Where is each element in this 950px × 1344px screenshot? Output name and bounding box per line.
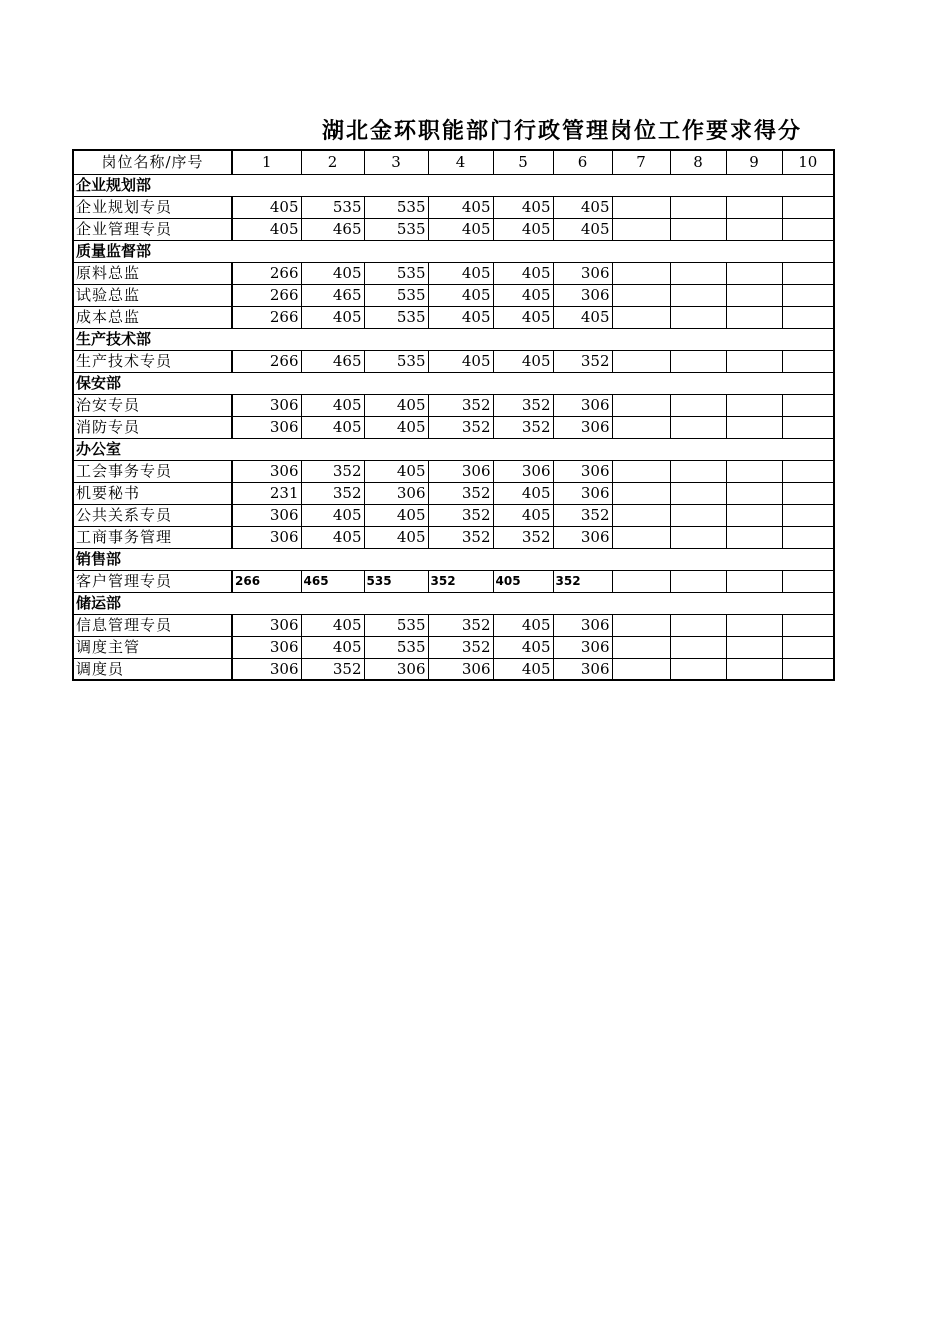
header-col-6[interactable]: 6 xyxy=(553,150,612,174)
position-row xyxy=(73,196,834,218)
position-name-cell[interactable]: 治安专员 xyxy=(73,394,232,416)
score-cell[interactable] xyxy=(782,636,834,658)
score-cell[interactable]: 266 xyxy=(232,350,301,372)
score-cell[interactable]: 405 xyxy=(553,218,612,240)
score-cell[interactable]: 405 xyxy=(301,636,364,658)
score-cell[interactable]: 352 xyxy=(493,394,553,416)
score-cell[interactable] xyxy=(782,196,834,218)
score-cell[interactable]: 306 xyxy=(232,416,301,438)
score-cell[interactable]: 352 xyxy=(428,526,493,548)
score-cell[interactable]: 535 xyxy=(364,614,428,636)
score-cell[interactable] xyxy=(782,262,834,284)
position-row xyxy=(73,416,834,438)
score-cell[interactable] xyxy=(612,196,670,218)
header-name-cell[interactable]: 岗位名称/序号 xyxy=(73,150,232,174)
score-cell[interactable] xyxy=(670,196,726,218)
score-cell[interactable]: 352 xyxy=(428,394,493,416)
score-cell[interactable]: 306 xyxy=(232,504,301,526)
score-cell[interactable]: 405 xyxy=(232,218,301,240)
score-cell[interactable]: 535 xyxy=(301,196,364,218)
score-cell[interactable] xyxy=(782,394,834,416)
department-name[interactable]: 办公室 xyxy=(73,438,834,460)
score-cell[interactable]: 405 xyxy=(493,218,553,240)
header-col-7[interactable]: 7 xyxy=(612,150,670,174)
position-row xyxy=(73,350,834,372)
score-cell[interactable]: 405 xyxy=(364,504,428,526)
score-cell[interactable]: 405 xyxy=(493,350,553,372)
score-cell[interactable]: 352 xyxy=(428,504,493,526)
score-cell[interactable]: 405 xyxy=(364,416,428,438)
score-table xyxy=(72,149,835,681)
score-cell[interactable]: 405 xyxy=(493,570,553,592)
position-row xyxy=(73,460,834,482)
score-cell[interactable] xyxy=(726,416,782,438)
score-cell[interactable] xyxy=(782,416,834,438)
score-cell[interactable]: 405 xyxy=(301,416,364,438)
score-cell[interactable] xyxy=(670,658,726,680)
score-cell[interactable]: 352 xyxy=(301,460,364,482)
score-cell[interactable] xyxy=(612,416,670,438)
score-cell[interactable] xyxy=(726,306,782,328)
score-cell[interactable]: 405 xyxy=(232,196,301,218)
score-cell[interactable] xyxy=(782,350,834,372)
score-cell[interactable]: 352 xyxy=(301,482,364,504)
score-cell[interactable]: 306 xyxy=(553,284,612,306)
score-cell[interactable] xyxy=(670,394,726,416)
score-cell[interactable] xyxy=(782,570,834,592)
score-cell[interactable]: 352 xyxy=(428,636,493,658)
position-name-cell[interactable]: 工商事务管理 xyxy=(73,526,232,548)
score-cell[interactable] xyxy=(726,482,782,504)
score-cell[interactable]: 535 xyxy=(364,570,428,592)
score-cell[interactable]: 405 xyxy=(301,504,364,526)
score-cell[interactable]: 405 xyxy=(301,262,364,284)
score-cell[interactable] xyxy=(782,526,834,548)
score-cell[interactable]: 266 xyxy=(232,284,301,306)
score-cell[interactable]: 306 xyxy=(232,460,301,482)
score-cell[interactable]: 306 xyxy=(232,636,301,658)
page-title: 湖北金环职能部门行政管理岗位工作要求得分 xyxy=(322,118,803,144)
score-cell[interactable] xyxy=(670,504,726,526)
header-col-10[interactable]: 10 xyxy=(782,150,834,174)
department-row xyxy=(73,240,834,262)
score-cell[interactable]: 266 xyxy=(232,570,301,592)
score-cell[interactable] xyxy=(670,636,726,658)
score-cell[interactable] xyxy=(612,658,670,680)
score-cell[interactable]: 405 xyxy=(493,636,553,658)
score-cell[interactable]: 266 xyxy=(232,262,301,284)
header-col-5[interactable]: 5 xyxy=(493,150,553,174)
position-name-cell[interactable]: 企业规划专员 xyxy=(73,196,232,218)
score-cell[interactable]: 405 xyxy=(493,614,553,636)
score-cell[interactable]: 535 xyxy=(364,262,428,284)
score-cell[interactable]: 405 xyxy=(493,196,553,218)
score-cell[interactable]: 405 xyxy=(428,306,493,328)
department-name[interactable]: 质量监督部 xyxy=(73,240,834,262)
position-name-cell[interactable]: 调度主管 xyxy=(73,636,232,658)
score-cell[interactable]: 231 xyxy=(232,482,301,504)
position-name-cell[interactable]: 生产技术专员 xyxy=(73,350,232,372)
position-name-cell[interactable]: 消防专员 xyxy=(73,416,232,438)
position-name-cell[interactable]: 原料总监 xyxy=(73,262,232,284)
score-cell[interactable] xyxy=(726,636,782,658)
score-cell[interactable]: 405 xyxy=(428,350,493,372)
department-row xyxy=(73,372,834,394)
score-cell[interactable]: 405 xyxy=(301,394,364,416)
score-cell[interactable]: 306 xyxy=(364,658,428,680)
score-cell[interactable] xyxy=(670,614,726,636)
position-name-cell[interactable]: 客户管理专员 xyxy=(73,570,232,592)
position-row xyxy=(73,636,834,658)
score-cell[interactable]: 352 xyxy=(428,614,493,636)
score-cell[interactable] xyxy=(612,394,670,416)
score-cell[interactable]: 306 xyxy=(553,658,612,680)
score-cell[interactable] xyxy=(612,350,670,372)
score-cell[interactable] xyxy=(726,196,782,218)
score-cell[interactable] xyxy=(726,504,782,526)
score-cell[interactable] xyxy=(782,482,834,504)
header-col-9[interactable]: 9 xyxy=(726,150,782,174)
score-cell[interactable]: 465 xyxy=(301,284,364,306)
score-cell[interactable]: 405 xyxy=(493,284,553,306)
department-row xyxy=(73,438,834,460)
score-cell[interactable] xyxy=(612,636,670,658)
position-name-cell[interactable]: 机要秘书 xyxy=(73,482,232,504)
score-cell[interactable]: 352 xyxy=(428,416,493,438)
score-cell[interactable]: 405 xyxy=(364,526,428,548)
score-cell[interactable]: 352 xyxy=(493,416,553,438)
score-cell[interactable]: 535 xyxy=(364,306,428,328)
position-row xyxy=(73,658,834,680)
score-cell[interactable]: 405 xyxy=(493,306,553,328)
score-cell[interactable]: 352 xyxy=(428,570,493,592)
position-row xyxy=(73,306,834,328)
position-row xyxy=(73,262,834,284)
header-col-8[interactable]: 8 xyxy=(670,150,726,174)
department-name[interactable]: 保安部 xyxy=(73,372,834,394)
position-row xyxy=(73,482,834,504)
score-cell[interactable] xyxy=(782,614,834,636)
score-cell[interactable]: 352 xyxy=(493,526,553,548)
score-cell[interactable]: 266 xyxy=(232,306,301,328)
score-cell[interactable]: 405 xyxy=(493,658,553,680)
score-cell[interactable]: 535 xyxy=(364,636,428,658)
score-cell[interactable]: 405 xyxy=(301,614,364,636)
score-cell[interactable] xyxy=(670,350,726,372)
score-cell[interactable] xyxy=(670,262,726,284)
score-cell[interactable]: 405 xyxy=(428,218,493,240)
position-row xyxy=(73,570,834,592)
position-name-cell[interactable]: 调度员 xyxy=(73,658,232,680)
score-cell[interactable]: 405 xyxy=(364,460,428,482)
score-cell[interactable] xyxy=(612,504,670,526)
score-cell[interactable] xyxy=(782,658,834,680)
score-cell[interactable] xyxy=(670,416,726,438)
score-cell[interactable] xyxy=(726,460,782,482)
position-row xyxy=(73,504,834,526)
header-col-4[interactable]: 4 xyxy=(428,150,493,174)
position-name-cell[interactable]: 信息管理专员 xyxy=(73,614,232,636)
score-cell[interactable] xyxy=(670,460,726,482)
score-cell[interactable]: 535 xyxy=(364,350,428,372)
score-cell[interactable]: 306 xyxy=(553,636,612,658)
position-row xyxy=(73,284,834,306)
department-name[interactable]: 生产技术部 xyxy=(73,328,834,350)
position-name-cell[interactable]: 试验总监 xyxy=(73,284,232,306)
score-cell[interactable]: 405 xyxy=(428,196,493,218)
score-cell[interactable] xyxy=(612,262,670,284)
header-col-1[interactable]: 1 xyxy=(232,150,301,174)
score-cell[interactable]: 405 xyxy=(364,394,428,416)
position-row xyxy=(73,526,834,548)
score-cell[interactable]: 352 xyxy=(428,482,493,504)
score-cell[interactable] xyxy=(726,614,782,636)
score-cell[interactable]: 306 xyxy=(553,416,612,438)
score-cell[interactable]: 352 xyxy=(301,658,364,680)
score-cell[interactable] xyxy=(612,482,670,504)
score-cell[interactable]: 352 xyxy=(553,350,612,372)
score-cell[interactable]: 405 xyxy=(428,284,493,306)
department-row xyxy=(73,174,834,196)
header-col-2[interactable]: 2 xyxy=(301,150,364,174)
department-row xyxy=(73,328,834,350)
position-row xyxy=(73,394,834,416)
position-row xyxy=(73,614,834,636)
score-cell[interactable] xyxy=(670,482,726,504)
header-row xyxy=(73,150,834,174)
score-cell[interactable] xyxy=(782,460,834,482)
position-name-cell[interactable]: 企业管理专员 xyxy=(73,218,232,240)
header-col-3[interactable]: 3 xyxy=(364,150,428,174)
position-name-cell[interactable]: 公共关系专员 xyxy=(73,504,232,526)
score-cell[interactable] xyxy=(726,526,782,548)
position-name-cell[interactable]: 工会事务专员 xyxy=(73,460,232,482)
score-cell[interactable] xyxy=(782,284,834,306)
score-cell[interactable]: 306 xyxy=(232,614,301,636)
score-cell[interactable]: 306 xyxy=(428,460,493,482)
score-cell[interactable] xyxy=(726,658,782,680)
position-name-cell[interactable]: 成本总监 xyxy=(73,306,232,328)
score-cell[interactable]: 306 xyxy=(232,394,301,416)
department-name[interactable]: 销售部 xyxy=(73,548,834,570)
score-cell[interactable]: 352 xyxy=(553,504,612,526)
score-cell[interactable]: 352 xyxy=(553,570,612,592)
score-cell[interactable]: 306 xyxy=(232,658,301,680)
score-cell[interactable]: 405 xyxy=(301,306,364,328)
score-cell[interactable]: 306 xyxy=(553,460,612,482)
score-cell[interactable] xyxy=(670,218,726,240)
score-cell[interactable] xyxy=(726,394,782,416)
position-row xyxy=(73,218,834,240)
score-cell[interactable] xyxy=(726,262,782,284)
score-cell[interactable] xyxy=(612,306,670,328)
score-cell[interactable]: 306 xyxy=(232,526,301,548)
score-cell[interactable]: 405 xyxy=(553,196,612,218)
score-cell[interactable]: 306 xyxy=(553,262,612,284)
score-cell[interactable] xyxy=(726,570,782,592)
score-cell[interactable] xyxy=(670,306,726,328)
score-cell[interactable]: 306 xyxy=(428,658,493,680)
score-cell[interactable]: 405 xyxy=(301,526,364,548)
score-cell[interactable]: 405 xyxy=(553,306,612,328)
score-cell[interactable]: 306 xyxy=(364,482,428,504)
score-cell[interactable]: 306 xyxy=(553,614,612,636)
score-cell[interactable]: 405 xyxy=(493,504,553,526)
score-cell[interactable]: 306 xyxy=(553,526,612,548)
score-cell[interactable] xyxy=(612,614,670,636)
score-cell[interactable]: 465 xyxy=(301,570,364,592)
score-cell[interactable]: 405 xyxy=(428,262,493,284)
score-cell[interactable] xyxy=(782,504,834,526)
score-cell[interactable] xyxy=(726,284,782,306)
score-cell[interactable]: 535 xyxy=(364,284,428,306)
score-cell[interactable]: 306 xyxy=(553,482,612,504)
score-cell[interactable]: 465 xyxy=(301,350,364,372)
score-cell[interactable] xyxy=(726,350,782,372)
score-cell[interactable] xyxy=(782,218,834,240)
department-name[interactable]: 企业规划部 xyxy=(73,174,834,196)
score-cell[interactable]: 405 xyxy=(493,262,553,284)
department-row xyxy=(73,592,834,614)
department-name[interactable]: 储运部 xyxy=(73,592,834,614)
score-cell[interactable] xyxy=(726,218,782,240)
score-cell[interactable] xyxy=(670,284,726,306)
score-cell[interactable] xyxy=(612,460,670,482)
score-cell[interactable]: 405 xyxy=(493,482,553,504)
score-cell[interactable] xyxy=(612,526,670,548)
score-cell[interactable]: 465 xyxy=(301,218,364,240)
score-cell[interactable]: 535 xyxy=(364,196,428,218)
score-cell[interactable]: 535 xyxy=(364,218,428,240)
score-cell[interactable]: 306 xyxy=(493,460,553,482)
score-cell[interactable] xyxy=(782,306,834,328)
department-row xyxy=(73,548,834,570)
score-cell[interactable] xyxy=(670,526,726,548)
score-cell[interactable] xyxy=(612,218,670,240)
score-cell[interactable] xyxy=(670,570,726,592)
score-cell[interactable] xyxy=(612,284,670,306)
score-cell[interactable] xyxy=(612,570,670,592)
score-cell[interactable]: 306 xyxy=(553,394,612,416)
